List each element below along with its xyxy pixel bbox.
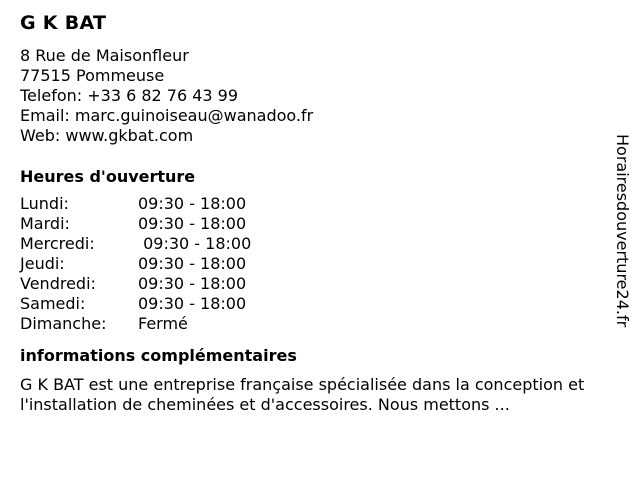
time-range: 09:30 - 18:00 <box>138 274 247 293</box>
time-range: 09:30 - 18:00 <box>138 214 247 233</box>
site-watermark: Horairesdouverture24.fr <box>613 134 632 328</box>
web-line[interactable]: Web: www.gkbat.com <box>20 126 194 145</box>
hours-row-monday <box>20 194 610 214</box>
time-range: 09:30 - 18:00 <box>138 194 247 213</box>
address-city: 77515 Pommeuse <box>20 66 165 85</box>
hours-row-sunday <box>20 314 610 334</box>
time-range: 09:30 - 18:00 <box>138 294 247 313</box>
description-line: l'installation de cheminées et d'accessoires. Nous mettons ... <box>20 395 510 414</box>
day-label: Mercredi: <box>20 234 95 253</box>
description-line: G K BAT est une entreprise française spécialisée dans la conception et <box>20 375 585 394</box>
day-label: Vendredi: <box>20 274 96 293</box>
day-label: Samedi: <box>20 294 86 313</box>
hours-row-wednesday <box>20 234 610 254</box>
opening-hours-table <box>20 194 610 334</box>
time-range: 09:30 - 18:00 <box>138 234 252 253</box>
time-range: 09:30 - 18:00 <box>138 254 247 273</box>
opening-hours-title: Heures d'ouverture <box>20 167 196 186</box>
phone-line[interactable]: Telefon: +33 6 82 76 43 99 <box>20 86 239 105</box>
email-line[interactable]: Email: marc.guinoiseau@wanadoo.fr <box>20 106 314 125</box>
additional-info-title: informations complémentaires <box>20 346 297 365</box>
address-street: 8 Rue de Maisonfleur <box>20 46 189 65</box>
hours-row-tuesday <box>20 214 610 234</box>
business-name: G K BAT <box>20 12 107 34</box>
business-description <box>20 375 610 415</box>
time-range: Fermé <box>138 314 188 333</box>
hours-row-friday <box>20 274 610 294</box>
day-label: Lundi: <box>20 194 69 213</box>
hours-row-thursday <box>20 254 610 274</box>
day-label: Mardi: <box>20 214 70 233</box>
day-label: Dimanche: <box>20 314 107 333</box>
day-label: Jeudi: <box>20 254 65 273</box>
hours-row-saturday <box>20 294 610 314</box>
business-card <box>20 12 610 415</box>
